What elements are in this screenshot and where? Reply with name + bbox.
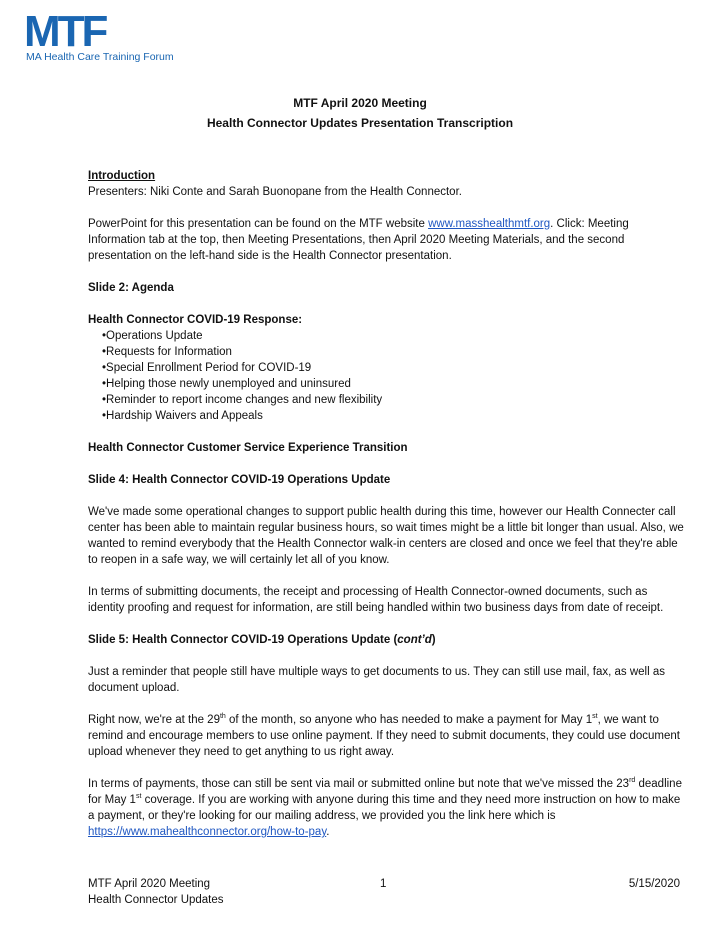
p2-text-c: , we want to remind and encourage members to use online payment. If they need to submit documents, they could use document upload whenever they need to get anything to us right away.	[88, 714, 680, 758]
list-item: • Reminder to report income changes and new flexibility	[102, 392, 684, 408]
customer-service-heading: Health Connector Customer Service Experience Transition	[88, 442, 408, 454]
p2-text-b: of the month, so anyone who has needed to make a payment for May 1	[225, 714, 593, 726]
slide5-heading-end: )	[431, 634, 436, 646]
document-body	[88, 168, 684, 840]
slide5-paragraph-1: Just a reminder that people still have multiple ways to get documents to us. They can still use mail, fax, as well as document upload.	[88, 666, 665, 694]
slide5-paragraph-2	[88, 712, 684, 760]
p3-text-c: coverage. If you are working with anyone during this time and they need more instruction on how to make a payment, or they're looking for our mailing address, we provided you the link here which is	[88, 794, 681, 822]
footer-meeting: MTF April 2020 Meeting	[88, 878, 211, 890]
page-footer	[88, 876, 680, 910]
document-title	[0, 93, 720, 133]
slide4-heading: Slide 4: Health Connector COVID-19 Operations Update	[88, 474, 391, 486]
slide4-paragraph-1: We've made some operational changes to support public health during this time, however our Health Connecter call center has been able to maintain regular business hours, so wait times might be a little bit longer than usual. Also, we wanted to remind everybody that the Health Connector walk-in centers are closed and once we feel that they're able to reopen in a safe way, we will certainly let all of you know.	[88, 506, 684, 566]
agenda-list	[88, 328, 684, 424]
p3-text-b: deadline for May 1	[88, 778, 682, 806]
slide5-heading-italic: cont’d	[397, 634, 432, 646]
p3-sup-2: st	[135, 793, 142, 801]
p2-sup-2: st	[592, 713, 598, 721]
list-item: • Hardship Waivers and Appeals	[102, 408, 684, 424]
covid-response-heading: Health Connector COVID-19 Response:	[88, 314, 303, 326]
p3-text-end: .	[326, 826, 330, 838]
p2-text-a: Right now, we're at the 29	[88, 714, 220, 726]
slide5-heading-text: Slide 5: Health Connector COVID-19 Operations Update (	[88, 634, 398, 646]
ppt-text-before: PowerPoint for this presentation can be found on the MTF website	[88, 218, 429, 230]
footer-left	[88, 876, 224, 908]
footer-date: 5/15/2020	[628, 878, 680, 890]
powerpoint-paragraph	[88, 216, 684, 264]
list-item: • Operations Update	[102, 328, 684, 344]
ppt-text-after: . Click: Meeting Information tab at the top, then Meeting Presentations, then April 2020 Meeting Materials, and the second presentation on the left-hand side is the Health Connector presentation.	[88, 218, 629, 262]
p2-sup-1: th	[219, 713, 226, 721]
footer-section: Health Connector Updates	[88, 894, 224, 906]
slide4-paragraph-2: In terms of submitting documents, the receipt and processing of Health Connector-owned documents, such as identity proofing and request for information, are still being handled within two business days from date of receipt.	[88, 586, 664, 614]
mtf-website-link[interactable]: www.masshealthmtf.org	[428, 218, 551, 230]
presenters-text: Presenters: Niki Conte and Sarah Buonopane from the Health Connector.	[88, 186, 462, 198]
title-line-2: Health Connector Updates Presentation Transcription	[206, 116, 514, 130]
page-number: 1	[380, 878, 387, 890]
slide5-paragraph-3	[88, 776, 684, 840]
logo-letters: MTF	[24, 7, 106, 56]
logo-subtitle: MA Health Care Training Forum	[26, 51, 174, 63]
list-item: • Helping those newly unemployed and uninsured	[102, 376, 684, 392]
how-to-pay-link[interactable]: https://www.mahealthconnector.org/how-to-pay	[88, 826, 327, 838]
intro-heading: Introduction	[88, 170, 156, 182]
list-item: • Requests for Information	[102, 344, 684, 360]
list-item: • Special Enrollment Period for COVID-19	[102, 360, 684, 376]
p3-sup-1: rd	[629, 777, 636, 785]
title-line-1: MTF April 2020 Meeting	[293, 96, 427, 110]
slide2-heading: Slide 2: Agenda	[88, 282, 174, 294]
mtf-logo	[24, 7, 204, 66]
p3-text-a: In terms of payments, those can still be sent via mail or submitted online but note that we've missed the 23	[88, 778, 630, 790]
slide5-heading	[88, 632, 684, 648]
